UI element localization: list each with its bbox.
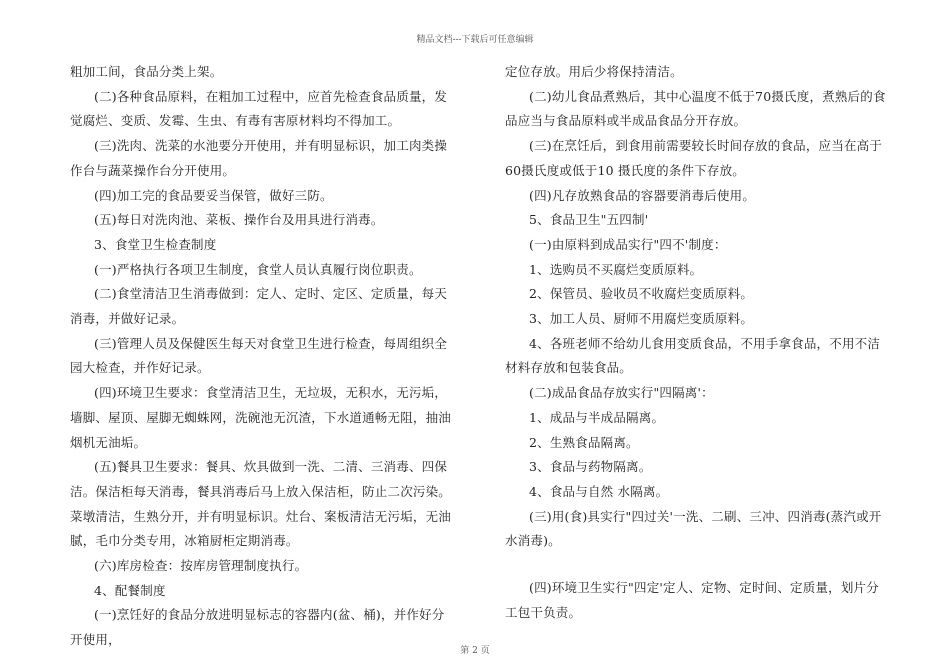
left-column bbox=[70, 60, 455, 653]
list-item: 1、选购员不买腐烂变质原料。 bbox=[529, 261, 703, 277]
paragraph: (三)洗肉、洗菜的水池要分开使用，并有明显标识，加工肉类操作台与蔬菜操作台分开使用。 bbox=[70, 138, 448, 178]
section-heading: 3、食堂卫生检查制度 bbox=[94, 236, 217, 252]
page-number: 第 2 页 bbox=[460, 646, 490, 656]
paragraph: 定位存放。用后少将保持清洁。 bbox=[505, 64, 683, 79]
paragraph: (五)餐具卫生要求：餐具、炊具做到一洗、二清、三消毒、四保洁。保洁柜每天消毒，餐具消毒后马上放入保洁柜，防止二次污染。菜墩清洁，生熟分开，并有明显标识。灶台、案板清洁无污垢，无油腻，毛巾分类专用，冰箱厨柜定期消毒。 bbox=[70, 459, 452, 549]
right-column bbox=[505, 60, 890, 625]
paragraph: (四)环境卫生实行"四定'定人、定物、定时间、定质量，划片分工包干负责。 bbox=[505, 580, 879, 620]
paragraph: (四)加工完的食品要妥当保管，做好三防。 bbox=[94, 187, 333, 203]
paragraph: (三)管理人员及保健医生每天对食堂卫生进行检查，每周组织全园大检查，并作好记录。 bbox=[70, 335, 448, 376]
section-heading: 5、食品卫生"五四制' bbox=[529, 212, 649, 228]
list-item: 4、食品与自然 水隔离。 bbox=[529, 483, 669, 499]
page-header: 精品文档---下载后可任意编辑 bbox=[416, 35, 534, 45]
list-item: 1、成品与半成品隔离。 bbox=[529, 409, 665, 425]
paragraph: (二)幼儿食品煮熟后，其中心温度不低于70摄氏度，煮熟后的食品应当与食品原料或半成品食品分开存放。 bbox=[505, 88, 886, 129]
section-heading: 4、配餐制度 bbox=[94, 582, 166, 598]
paragraph: (六)库房检查：按库房管理制度执行。 bbox=[94, 558, 308, 574]
paragraph: (一)由原料到成品实行"四不'制度： bbox=[529, 236, 727, 252]
paragraph: 粗加工间，食品分类上架。 bbox=[70, 64, 223, 79]
paragraph: (五)每日对洗肉池、菜板、操作台及用具进行消毒。 bbox=[94, 212, 384, 228]
paragraph: (三)用(食)具实行"四过关'一洗、二刷、三冲、四消毒(蒸汽或开水消毒)。 bbox=[505, 508, 882, 549]
paragraph: (三)在烹饪后，到食用前需要较长时间存放的食品，应当在高于60摄氏度或低于10 摄氏度的条件下存放。 bbox=[505, 138, 883, 178]
paragraph: (二)食堂清洁卫生消毒做到：定人、定时、定区、定质量，每天消毒，并做好记录。 bbox=[70, 286, 448, 327]
list-item: 3、食品与药物隔离。 bbox=[529, 459, 652, 475]
list-item: 2、生熟食品隔离。 bbox=[529, 434, 639, 450]
paragraph: (二)各种食品原料，在粗加工过程中，应首先检查食品质量，发觉腐烂、变质、发霉、生虫、有毒有害原材料均不得加工。 bbox=[70, 88, 448, 129]
paragraph: (二)成品食品存放实行"四隔离'： bbox=[529, 385, 714, 401]
list-item: 3、加工人员、厨师不用腐烂变质原料。 bbox=[529, 311, 754, 327]
paragraph: (一)严格执行各项卫生制度，食堂人员认真履行岗位职责。 bbox=[94, 261, 422, 277]
paragraph: (一)烹饪好的食品分放进明显标志的容器内(盆、桶)，并作好分开使用， bbox=[70, 607, 445, 648]
paragraph: (四)凡存放熟食品的容器要消毒后使用。 bbox=[529, 187, 756, 203]
list-item: 4、各班老师不给幼儿食用变质食品，不用手拿食品，不用不洁材料存放和包装食品。 bbox=[505, 335, 881, 376]
paragraph: (四)环境卫生要求：食堂清洁卫生，无垃圾，无积水，无污垢，墙脚、屋顶、屋脚无蜘蛛网，洗碗池无沉渣，下水道通畅无阻，抽油烟机无油垢。 bbox=[70, 385, 452, 450]
list-item: 2、保管员、验收员不收腐烂变质原料。 bbox=[529, 286, 754, 302]
